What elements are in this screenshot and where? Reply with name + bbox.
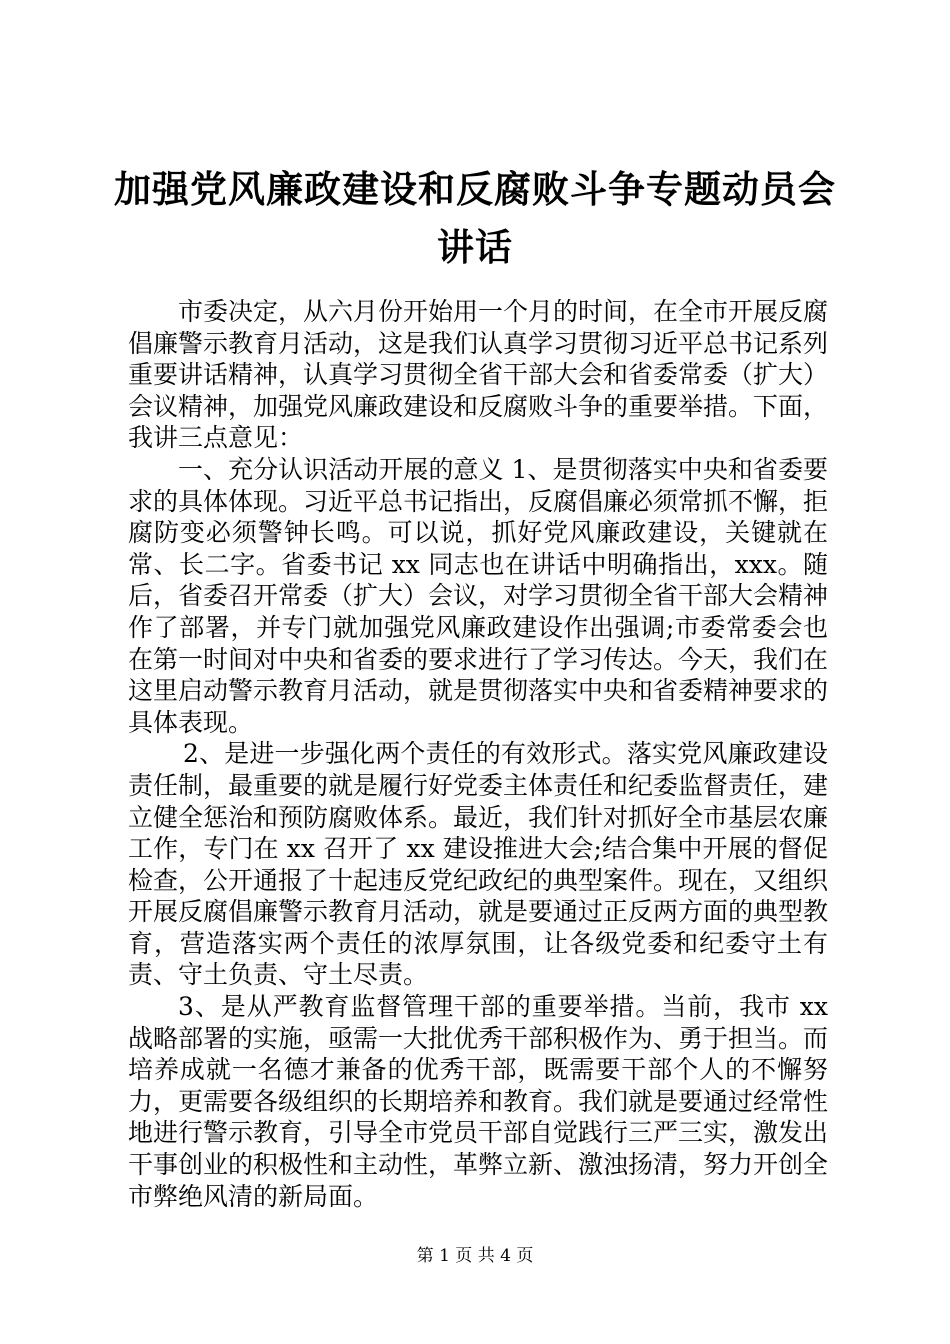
- document-title: 加强党风廉政建设和反腐败斗争专题动员会讲话: [114, 167, 836, 269]
- paragraph-point-3: 3、是从严教育监督管理干部的重要举措。当前，我市 xx 战略部署的实施，亟需一大批优秀干部积极作为、勇于担当。而培养成就一名德才兼备的优秀干部，既需要干部个人的不懈努力，更需要各级组织的长期培养和教育。我们就是要通过经常性地进行警示教育，引导全市党员干部自觉践行三严三实，激发出干事创业的积极性和主动性，革弊立新、激浊扬清，努力开创全市弊绝风清的新局面。: [128, 992, 829, 1211]
- page-footer: 第 1 页 共 4 页: [416, 1246, 534, 1266]
- paragraph-point-2: 2、是进一步强化两个责任的有效形式。落实党风廉政建设责任制，最重要的就是履行好党委主体责任和纪委监督责任，建立健全惩治和预防腐败体系。最近，我们针对抓好全市基层农廉工作，专门在 xx 召开了 xx 建设推进大会;结合集中开展的督促检查，公开通报了十起违反党纪政纪的典型案件。现在，又组织开展反腐倡廉警示教育月活动，就是要通过正反两方面的典型教育，营造落实两个责任的浓厚氛围，让各级党委和纪委守土有责、守土负责、守土尽责。: [128, 739, 829, 990]
- paragraph-intro: 市委决定，从六月份开始用一个月的时间，在全市开展反腐倡廉警示教育月活动，这是我们认真学习贯彻习近平总书记系列重要讲话精神，认真学习贯彻全省干部大会和省委常委（扩大）会议精神，加强党风廉政建设和反腐败斗争的重要举措。下面，我讲三点意见：: [128, 297, 829, 453]
- paragraph-point-1: 一、充分认识活动开展的意义 1、是贯彻落实中央和省委要求的具体体现。习近平总书记指出，反腐倡廉必须常抓不懈，拒腐防变必须警钟长鸣。可以说，抓好党风廉政建设，关键就在常、长二字。省委书记 xx 同志也在讲话中明确指出，xxx。随后，省委召开常委（扩大）会议，对学习贯彻全省干部大会精神作了部署，并专门就加强党风廉政建设作出强调;市委常委会也在第一时间对中央和省委的要求进行了学习传达。今天，我们在这里启动警示教育月活动，就是贯彻落实中央和省委精神要求的具体表现。: [128, 454, 829, 737]
- document-body: [128, 296, 828, 1212]
